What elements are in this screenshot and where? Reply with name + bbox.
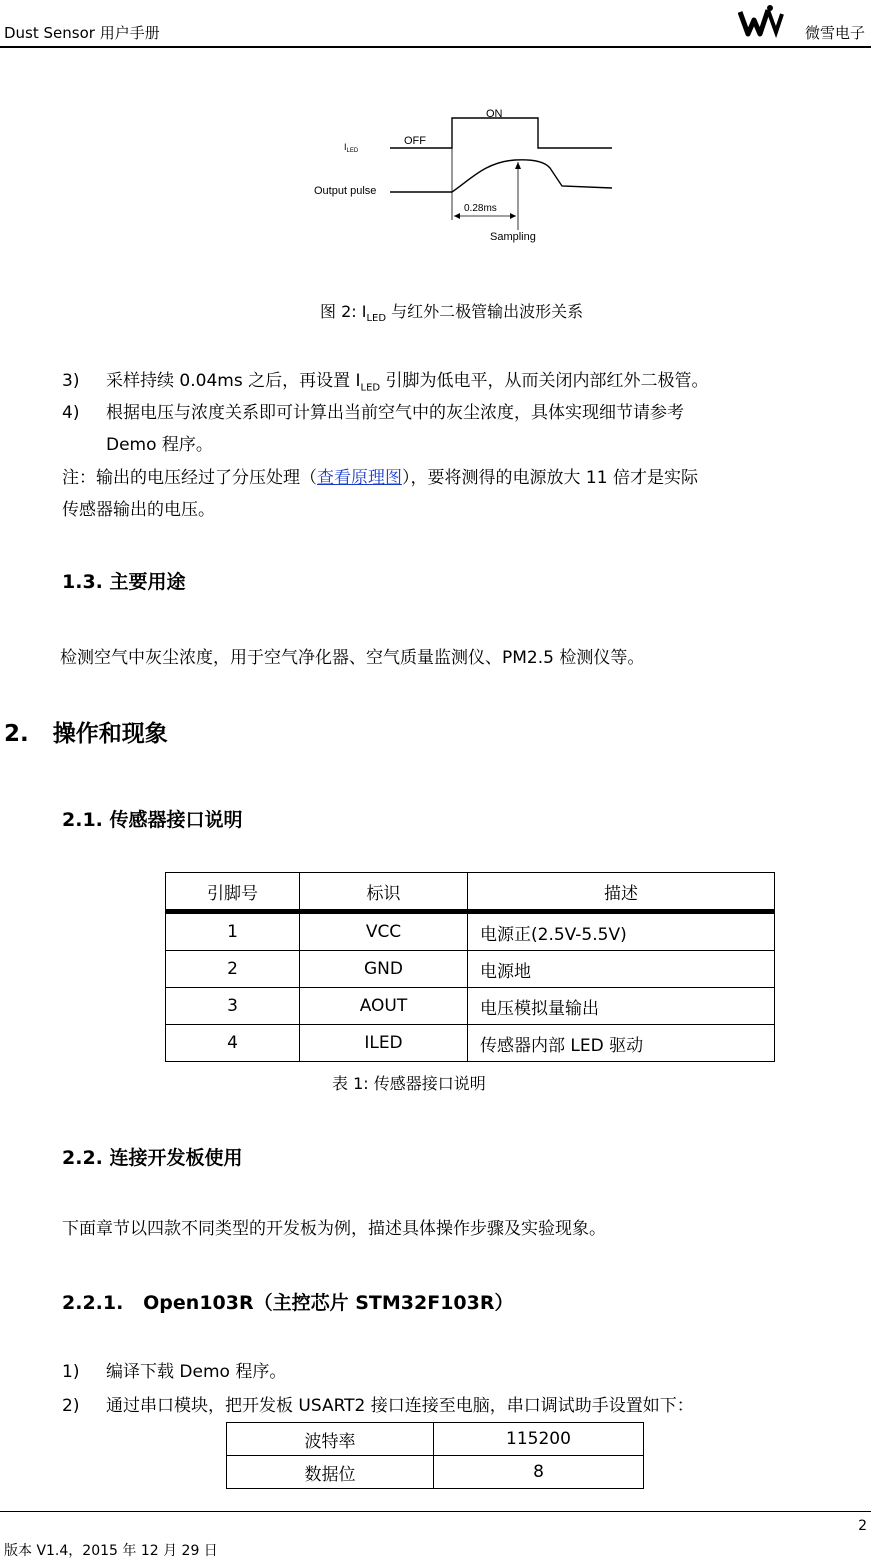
section-1-3-body: 检测空气中灰尘浓度，用于空气净化器、空气质量监测仪、PM2.5 检测仪等。 bbox=[60, 648, 645, 668]
uart-settings-table bbox=[226, 1422, 644, 1489]
table-row bbox=[166, 1025, 775, 1062]
list-item: 2) 通过串口模块，把开发板 USART2 接口连接至电脑，串口调试助手设置如下： bbox=[62, 1396, 694, 1416]
note-paragraph-line2: 传感器输出的电压。 bbox=[62, 500, 215, 520]
header-title: Dust Sensor 用户手册 bbox=[4, 24, 160, 42]
page-number: 2 bbox=[858, 1518, 867, 1534]
note-paragraph: 注：输出的电压经过了分压处理（查看原理图），要将测得的电源放大 11 倍才是实际 bbox=[62, 468, 698, 488]
table-cell: 2 bbox=[166, 951, 300, 988]
table-cell: AOUT bbox=[300, 988, 468, 1025]
table-caption: 表 1: 传感器接口说明 bbox=[332, 1074, 486, 1093]
list-item-continued: Demo 程序。 bbox=[106, 435, 213, 455]
section-2-2-body: 下面章节以四款不同类型的开发板为例，描述具体操作步骤及实验现象。 bbox=[62, 1219, 606, 1239]
figure-label-iled: $I_{LED}$ bbox=[344, 142, 359, 154]
figure-label-output: Output pulse bbox=[314, 185, 377, 197]
table-cell: 数据位 bbox=[227, 1456, 434, 1489]
table-row bbox=[166, 912, 775, 951]
table-cell: VCC bbox=[300, 912, 468, 951]
section-heading-2-1: 2.1. 传感器接口说明 bbox=[62, 809, 243, 831]
table-cell: 1 bbox=[166, 912, 300, 951]
table-cell: 传感器内部 LED 驱动 bbox=[468, 1025, 775, 1062]
section-heading-2-2: 2.2. 连接开发板使用 bbox=[62, 1147, 243, 1169]
arrow-right-icon bbox=[510, 213, 516, 219]
table-cell: 3 bbox=[166, 988, 300, 1025]
figure-label-time: 0.28ms bbox=[464, 203, 497, 214]
list-item: 3) 采样持续 0.04ms 之后，再设置 $I_{LED}$ 引脚为低电平，从而关闭内部红外二极管。 bbox=[62, 371, 709, 394]
table-header-cell: 描述 bbox=[468, 873, 775, 912]
footer-version: 版本 V1.4，2015 年 12 月 29 日 bbox=[4, 1543, 218, 1559]
header-company: 微雪电子 bbox=[804, 24, 865, 42]
table-cell: ILED bbox=[300, 1025, 468, 1062]
table-header-cell: 引脚号 bbox=[166, 873, 300, 912]
table-header-row bbox=[166, 873, 775, 912]
output-pulse-line bbox=[390, 160, 612, 192]
section-heading-1-3: 1.3. 主要用途 bbox=[62, 571, 186, 593]
table-row bbox=[166, 951, 775, 988]
figure-caption: 图 2: $I_{LED}$ 与红外二极管输出波形关系 bbox=[320, 302, 584, 325]
section-heading-2-2-1: 2.2.1. Open103R（主控芯片 STM32F103R） bbox=[62, 1292, 514, 1314]
section-heading-2: 2. 操作和现象 bbox=[4, 721, 168, 747]
figure-label-sampling: Sampling bbox=[490, 231, 536, 243]
table-cell: 电压模拟量输出 bbox=[468, 988, 775, 1025]
table-cell: 电源正(2.5V-5.5V) bbox=[468, 912, 775, 951]
table-cell: 电源地 bbox=[468, 951, 775, 988]
schematic-link[interactable]: 查看原理图 bbox=[317, 468, 402, 488]
table-cell: 8 bbox=[434, 1456, 644, 1489]
figure-label-on: ON bbox=[486, 108, 503, 120]
table-cell: 波特率 bbox=[227, 1423, 434, 1456]
waveshare-logo-icon bbox=[738, 4, 786, 44]
table-cell: 115200 bbox=[434, 1423, 644, 1456]
list-item: 4) 根据电压与浓度关系即可计算出当前空气中的灰尘浓度，具体实现细节请参考 bbox=[62, 403, 684, 423]
table-cell: 4 bbox=[166, 1025, 300, 1062]
figure-label-off: OFF bbox=[404, 135, 426, 147]
list-item: 1) 编译下载 Demo 程序。 bbox=[62, 1362, 287, 1382]
arrow-up-icon bbox=[515, 162, 521, 169]
footer-divider bbox=[0, 1511, 871, 1512]
table-row bbox=[227, 1423, 644, 1456]
table-row bbox=[166, 988, 775, 1025]
table-cell: GND bbox=[300, 951, 468, 988]
pin-interface-table bbox=[165, 872, 775, 1062]
header-divider bbox=[0, 46, 871, 48]
table-header-cell: 标识 bbox=[300, 873, 468, 912]
arrow-left-icon bbox=[454, 213, 460, 219]
waveform-figure bbox=[300, 96, 630, 260]
table-row bbox=[227, 1456, 644, 1489]
